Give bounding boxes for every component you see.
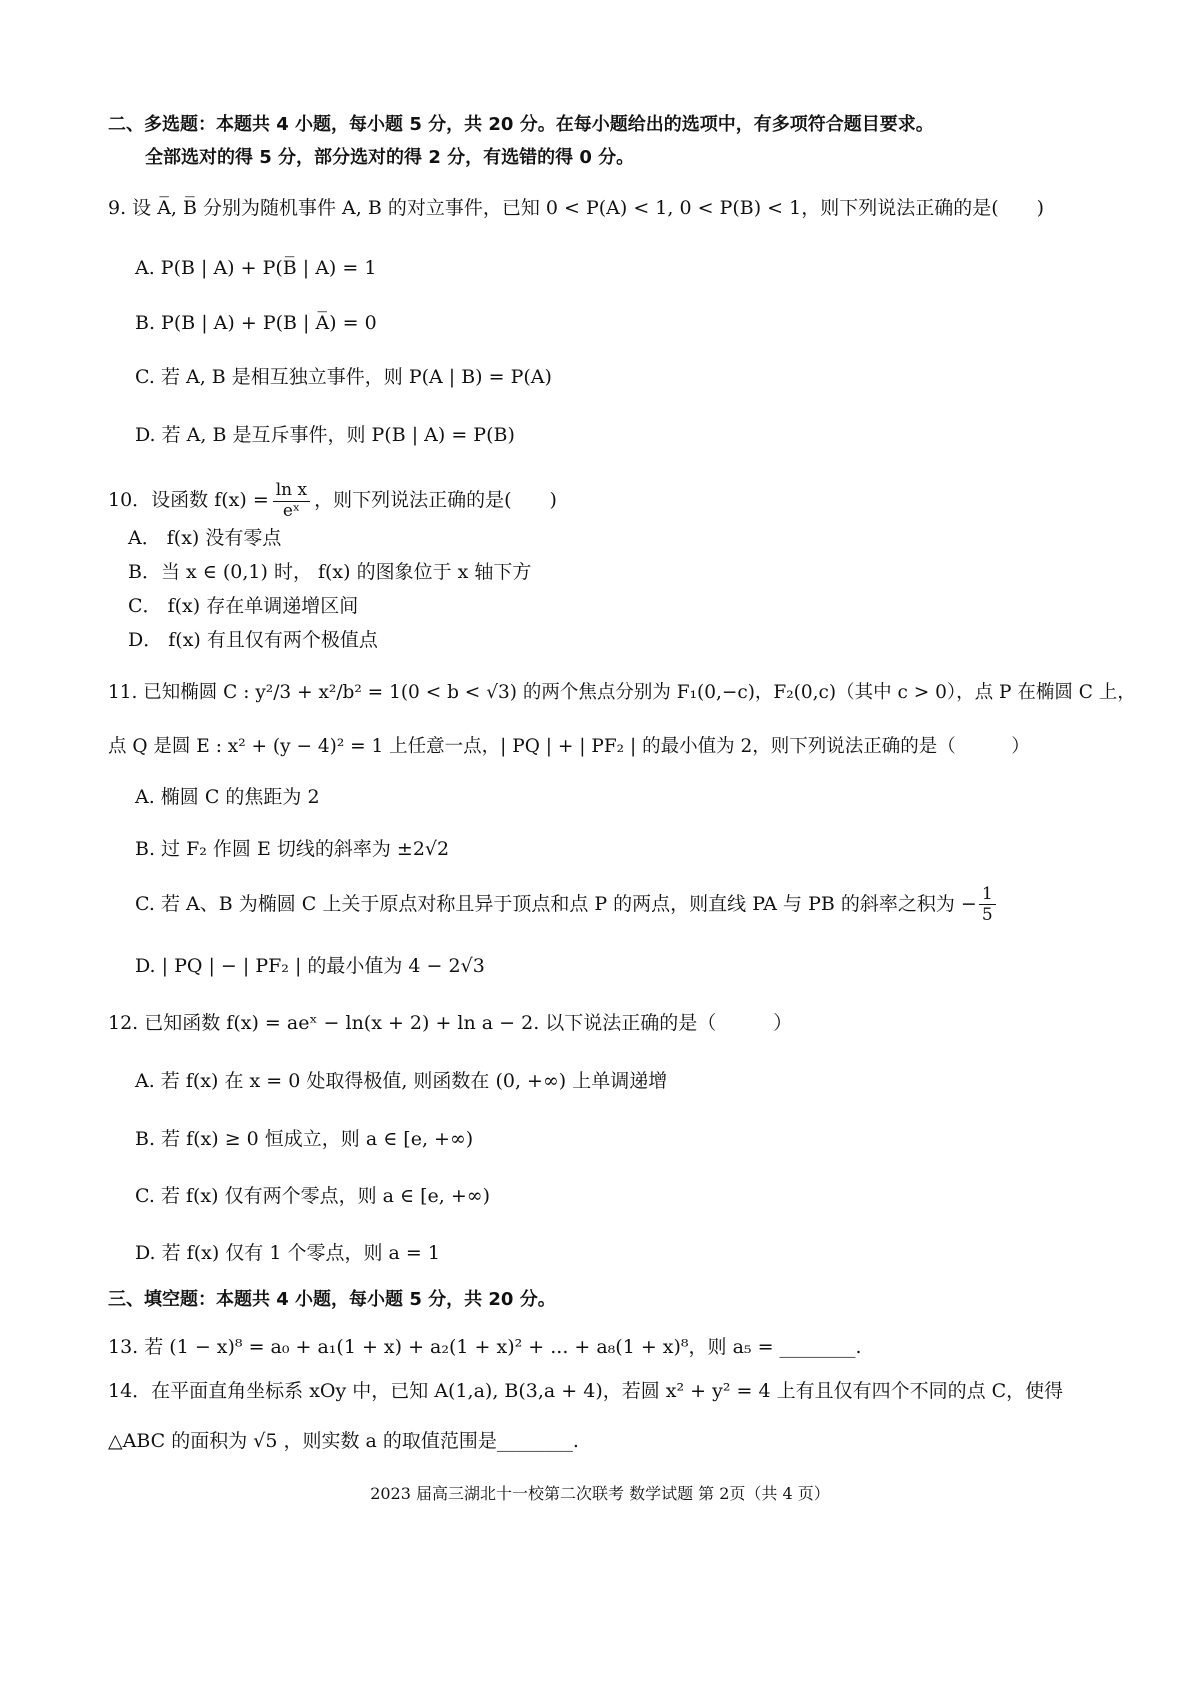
question-11-option-c-fraction-denominator: 5 — [981, 905, 993, 926]
question-10-stem-prefix: 10．设函数 f(x) = — [108, 489, 269, 512]
section-2-heading-line2: 全部选对的得 5 分，部分选对的得 2 分，有选错的得 0 分。 — [145, 147, 635, 168]
question-11-option-c-text: C. 若 A、B 为椭圆 C 上关于原点对称且异于顶点和点 P 的两点，则直线 PA 与 PB 的斜率之积为 − — [135, 893, 977, 916]
question-12-option-d: D. 若 f(x) 仅有 1 个零点，则 a = 1 — [135, 1242, 440, 1264]
question-11-option-a: A. 椭圆 C 的焦距为 2 — [135, 786, 320, 808]
question-9-option-a: A. P(B | A) + P(B̅ | A) = 1 — [135, 257, 377, 279]
page-footer: 2023 届高三湖北十一校第二次联考 数学试题 第 2页（共 4 页） — [370, 1484, 830, 1503]
question-10-option-b: B．当 x ∈ (0,1) 时， f(x) 的图象位于 x 轴下方 — [128, 561, 532, 583]
question-12-stem: 12. 已知函数 f(x) = aeˣ − ln(x + 2) + ln a − 2. 以下说法正确的是（ ） — [108, 1012, 793, 1034]
section-2-heading: 二、多选题：本题共 4 小题，每小题 5 分，共 20 分。在每小题给出的选项中，有多项符合题目要求。 — [108, 114, 934, 135]
question-10-fraction-numerator: ln x — [273, 481, 310, 502]
question-11-stem-line1: 11. 已知椭圆 C : y²/3 + x²/b² = 1(0 < b < √3) 的两个焦点分别为 F₁(0,−c)，F₂(0,c)（其中 c > 0），点 P 在椭圆 C 上， — [108, 682, 1136, 703]
question-11-option-c-fraction-numerator: 1 — [979, 884, 996, 905]
question-9-option-b: B. P(B | A) + P(B | A̅) = 0 — [135, 312, 377, 334]
question-11-option-d: D. | PQ | − | PF₂ | 的最小值为 4 − 2√3 — [135, 955, 485, 977]
question-12-option-b: B. 若 f(x) ≥ 0 恒成立，则 a ∈ [e, +∞) — [135, 1128, 474, 1150]
question-10-stem-suffix: ，则下列说法正确的是( ) — [314, 489, 557, 512]
question-10-option-d: D． f(x) 有且仅有两个极值点 — [128, 629, 378, 651]
question-11-stem-line2: 点 Q 是圆 E : x² + (y − 4)² = 1 上任意一点，| PQ | + | PF₂ | 的最小值为 2，则下列说法正确的是（ ） — [108, 736, 1030, 757]
question-10-stem — [108, 481, 557, 521]
question-13-stem: 13. 若 (1 − x)⁸ = a₀ + a₁(1 + x) + a₂(1 + x)² + ... + a₈(1 + x)⁸，则 a₅ = ________. — [108, 1336, 862, 1358]
question-12-option-a: A. 若 f(x) 在 x = 0 处取得极值, 则函数在 (0, +∞) 上单调递增 — [135, 1070, 668, 1092]
section-3-heading: 三、填空题：本题共 4 小题，每小题 5 分，共 20 分。 — [108, 1289, 556, 1310]
question-10-option-c: C． f(x) 存在单调递增区间 — [128, 595, 359, 617]
question-9-option-c: C. 若 A, B 是相互独立事件，则 P(A | B) = P(A) — [135, 366, 552, 388]
question-9-stem: 9. 设 A̅, B̅ 分别为随机事件 A, B 的对立事件，已知 0 < P(A) < 1, 0 < P(B) < 1，则下列说法正确的是( ) — [108, 197, 1045, 219]
question-11-option-c — [135, 884, 996, 926]
question-9-option-d: D. 若 A, B 是互斥事件，则 P(B | A) = P(B) — [135, 424, 515, 446]
question-12-option-c: C. 若 f(x) 仅有两个零点，则 a ∈ [e, +∞) — [135, 1185, 490, 1207]
question-11-option-b: B. 过 F₂ 作圆 E 切线的斜率为 ±2√2 — [135, 838, 450, 860]
question-10-fraction — [273, 481, 310, 521]
question-14-line2: △ABC 的面积为 √5 ，则实数 a 的取值范围是________. — [108, 1430, 579, 1452]
question-14-line1: 14．在平面直角坐标系 xOy 中，已知 A(1,a), B(3,a + 4)，若圆 x² + y² = 4 上有且仅有四个不同的点 C，使得 — [108, 1380, 1064, 1402]
question-10-fraction-denominator: eˣ — [282, 500, 301, 521]
question-10-option-a: A． f(x) 没有零点 — [128, 527, 282, 549]
question-11-option-c-fraction — [979, 884, 996, 926]
